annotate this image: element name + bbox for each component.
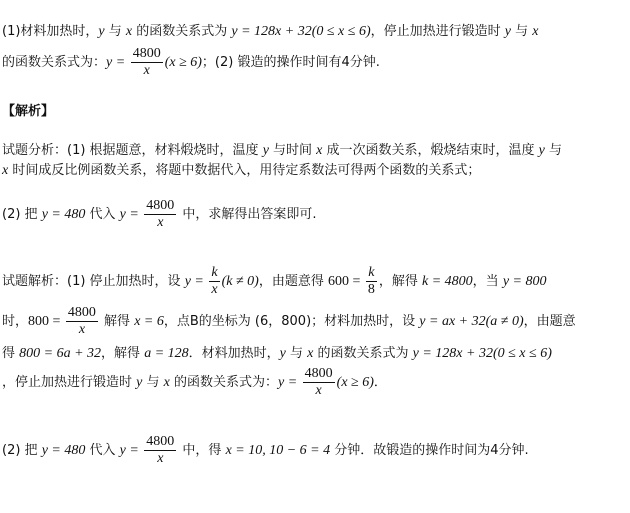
solution-line-1 — [2, 263, 546, 301]
solution-text: 试题解析：(1) 停止加热时，设 — [2, 274, 185, 289]
analysis-heading: 【解析】 — [2, 104, 55, 119]
fraction-k-over-x — [209, 265, 219, 298]
fraction-numerator: 4800 — [146, 198, 175, 213]
solution-text: 中，得 — [178, 443, 226, 458]
idea-text: 与时间 — [268, 143, 317, 158]
solution-line-4 — [2, 364, 387, 402]
formula-lhs: y = — [106, 55, 129, 70]
idea-text: 中，求解得出答案即可. — [178, 207, 317, 222]
var-x: x — [307, 346, 314, 361]
solution-text: ，点B的坐标为 (6，800)；材料加热时，设 — [163, 314, 420, 329]
solution-text: 与 — [142, 375, 164, 390]
answer-text: 与 — [510, 24, 533, 39]
var-y: y — [262, 143, 269, 158]
formula-lhs: 600 = — [327, 274, 364, 289]
formula-y800: y = 800 — [502, 274, 547, 289]
answer-text: 的函数关系式为： — [2, 55, 107, 70]
formula-lhs: y = — [119, 443, 143, 458]
fraction-denominator: x — [78, 322, 86, 337]
answer-text: (1)材料加热时， — [2, 24, 99, 39]
solution-line-5 — [2, 432, 529, 470]
formula-condition: (x ≥ 6) — [164, 55, 202, 70]
idea-line-1 — [2, 141, 562, 161]
formula-lhs: y = — [184, 274, 208, 289]
formula-linear: y = 128x + 32(0 ≤ x ≤ 6) — [412, 346, 552, 361]
fraction-4800-over-x — [144, 434, 176, 467]
var-y: y — [538, 143, 545, 158]
fraction-numerator: k — [366, 265, 377, 282]
formula-condition: (x ≥ 6) — [336, 375, 374, 390]
formula-y480: y = 480 — [41, 207, 86, 222]
answer-line-2 — [2, 44, 380, 82]
fraction-4800-over-x — [66, 305, 98, 338]
fraction-numerator: 4800 — [132, 46, 161, 61]
fraction-denominator: 8 — [367, 282, 375, 297]
formula-linear: y = 128x + 32(0 ≤ x ≤ 6) — [231, 24, 371, 39]
formula-a: a = 128 — [144, 346, 189, 361]
idea-text: 与 — [544, 143, 563, 158]
var-x: x — [2, 163, 9, 178]
answer-text: 的函数关系式为 — [132, 24, 232, 39]
var-x: x — [316, 143, 323, 158]
fraction-4800-over-x — [131, 46, 163, 79]
formula-x10: x = 10, 10 − 6 = 4 — [225, 443, 331, 458]
idea-line-3 — [2, 196, 317, 234]
idea-line-2 — [2, 161, 480, 181]
solution-line-3 — [2, 344, 552, 364]
answer-line-1 — [2, 22, 538, 42]
answer-text: ；(2) 锻造的操作时间有4分钟. — [201, 55, 380, 70]
var-y: y — [98, 24, 105, 39]
solution-text: 时， — [2, 314, 29, 329]
solution-text: ，当 — [472, 274, 503, 289]
formula-y480: y = 480 — [41, 443, 86, 458]
solution-text: (2) 把 — [2, 443, 42, 458]
fraction-denominator: x — [211, 282, 218, 297]
formula-k: k = 4800 — [422, 274, 473, 289]
formula-lhs: y = — [277, 375, 301, 390]
solution-text: ，解得 — [378, 274, 422, 289]
solution-text: 分钟．故锻造的操作时间为4分钟. — [330, 443, 529, 458]
formula-condition: (k ≠ 0) — [221, 274, 259, 289]
formula-linear-general: y = ax + 32(a ≠ 0) — [419, 314, 524, 329]
fraction-numerator: 4800 — [67, 305, 96, 320]
fraction-4800-over-x — [303, 366, 335, 399]
fraction-k-over-8 — [366, 265, 377, 298]
idea-text: 试题分析：(1) 根据题意，材料煅烧时，温度 — [2, 143, 263, 158]
solution-text: ，停止加热进行锻造时 — [2, 375, 137, 390]
solution-text: 的函数关系式为 — [313, 346, 413, 361]
solution-text: 解得 — [99, 314, 135, 329]
var-y: y — [504, 24, 511, 39]
solution-text: ，解得 — [101, 346, 145, 361]
var-x: x — [532, 24, 539, 39]
solution-text: ，由题意得 — [258, 274, 328, 289]
solution-text: 得 — [2, 346, 20, 361]
formula-800: 800 = 6a + 32 — [19, 346, 102, 361]
fraction-numerator: k — [211, 265, 218, 280]
answer-text: 与 — [104, 24, 126, 39]
solution-text: ． — [373, 375, 387, 390]
var-y: y — [279, 346, 286, 361]
fraction-denominator: x — [315, 383, 322, 398]
answer-text: ，停止加热进行锻造时 — [370, 24, 505, 39]
fraction-denominator: x — [143, 63, 150, 78]
formula-lhs: 800 = — [28, 314, 64, 329]
formula-lhs: y = — [119, 207, 143, 222]
fraction-numerator: 4800 — [146, 434, 175, 449]
solution-text: ．材料加热时， — [188, 346, 280, 361]
solution-text: 的函数关系式为： — [169, 375, 278, 390]
solution-text: ，由题意 — [523, 314, 576, 329]
var-y: y — [136, 375, 143, 390]
formula-x6: x = 6 — [134, 314, 164, 329]
fraction-denominator: x — [157, 215, 164, 230]
fraction-denominator: x — [157, 451, 164, 466]
solution-line-2 — [2, 303, 576, 341]
solution-text: 代入 — [85, 443, 120, 458]
idea-text: 成一次函数关系，煅烧结束时，温度 — [322, 143, 539, 158]
var-x: x — [125, 24, 133, 39]
fraction-4800-over-x — [144, 198, 176, 231]
idea-text: 时间成反比例函数关系，将题中数据代入，用待定系数法可得两个函数的关系式； — [8, 163, 481, 178]
fraction-numerator: 4800 — [304, 366, 333, 381]
var-x: x — [163, 375, 170, 390]
idea-text: (2) 把 — [2, 207, 42, 222]
solution-text: 与 — [285, 346, 308, 361]
idea-text: 代入 — [85, 207, 120, 222]
